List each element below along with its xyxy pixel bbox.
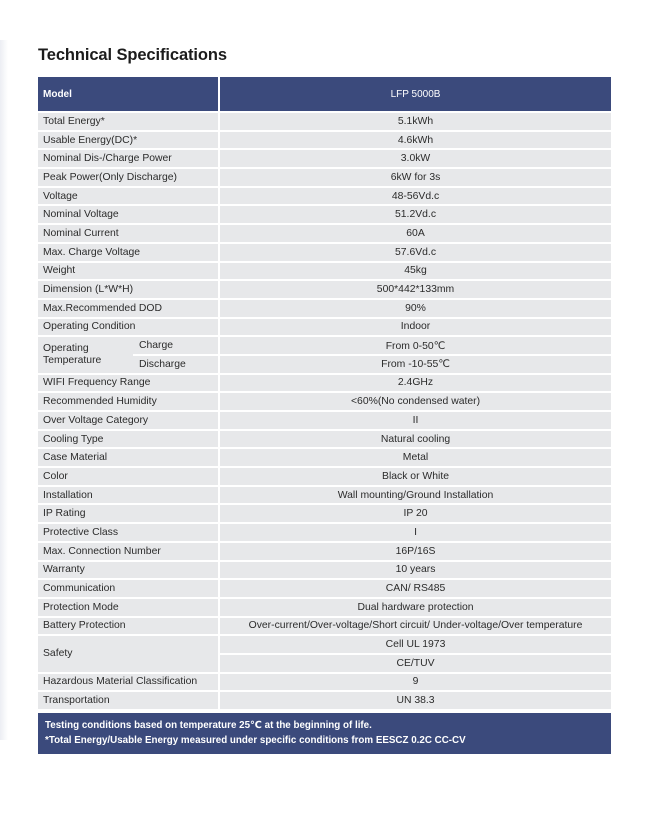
table-row bbox=[38, 149, 611, 168]
spec-value: 10 years bbox=[219, 561, 611, 580]
table-row bbox=[38, 374, 611, 393]
safety-value-1: Cell UL 1973 bbox=[219, 635, 611, 654]
spec-value: 57.6Vd.c bbox=[219, 243, 611, 262]
spec-value: 45kg bbox=[219, 262, 611, 281]
spec-label: Case Material bbox=[38, 448, 219, 467]
safety-group bbox=[38, 635, 611, 672]
footer-note bbox=[38, 713, 611, 754]
spec-label: Recommended Humidity bbox=[38, 392, 219, 411]
spec-value: 4.6kWh bbox=[219, 131, 611, 150]
spec-label: Max.Recommended DOD bbox=[38, 299, 219, 318]
table-row bbox=[38, 243, 611, 262]
spec-value: Indoor bbox=[219, 318, 611, 337]
spec-value: Over-current/Over-voltage/Short circuit/ Under-voltage/Over temperature bbox=[219, 617, 611, 636]
discharge-value: From -10-55℃ bbox=[219, 355, 611, 374]
charge-value: From 0-50℃ bbox=[219, 336, 611, 355]
spec-label: Protective Class bbox=[38, 523, 219, 542]
table-row bbox=[38, 299, 611, 318]
spec-label: Warranty bbox=[38, 561, 219, 580]
table-row bbox=[38, 542, 611, 561]
table-row bbox=[38, 617, 611, 636]
spec-value: 6kW for 3s bbox=[219, 168, 611, 187]
table-row bbox=[38, 561, 611, 580]
spec-label: Total Energy* bbox=[38, 112, 219, 131]
spec-value: Wall mounting/Ground Installation bbox=[219, 486, 611, 505]
table-row bbox=[38, 336, 611, 355]
spec-label: Peak Power(Only Discharge) bbox=[38, 168, 219, 187]
table-row bbox=[38, 467, 611, 486]
spec-value: II bbox=[219, 411, 611, 430]
page-edge-shade bbox=[0, 40, 8, 740]
spec-value: 16P/16S bbox=[219, 542, 611, 561]
spec-label: Max. Charge Voltage bbox=[38, 243, 219, 262]
spec-label: Transportation bbox=[38, 691, 219, 710]
spec-value: CAN/ RS485 bbox=[219, 579, 611, 598]
discharge-label: Discharge bbox=[133, 355, 219, 374]
table-row bbox=[38, 598, 611, 617]
spec-label: Cooling Type bbox=[38, 430, 219, 449]
header-model-label: Model bbox=[38, 77, 219, 112]
header-model-value: LFP 5000B bbox=[219, 77, 611, 112]
table-row bbox=[38, 131, 611, 150]
spec-label: Over Voltage Category bbox=[38, 411, 219, 430]
table-row bbox=[38, 523, 611, 542]
spec-rows-c bbox=[38, 673, 611, 710]
table-row bbox=[38, 168, 611, 187]
spec-label: Protection Mode bbox=[38, 598, 219, 617]
table-row bbox=[38, 224, 611, 243]
table-row bbox=[38, 262, 611, 281]
spec-rows-b bbox=[38, 374, 611, 636]
safety-value-2: CE/TUV bbox=[219, 654, 611, 673]
table-row bbox=[38, 112, 611, 131]
spec-label: Operating Condition bbox=[38, 318, 219, 337]
footer-line-2: *Total Energy/Usable Energy measured under specific conditions from EESCZ 0.2C CC-CV bbox=[45, 734, 466, 746]
spec-value: 5.1kWh bbox=[219, 112, 611, 131]
page-title: Technical Specifications bbox=[38, 46, 227, 64]
table-header-row bbox=[38, 77, 611, 112]
table-row bbox=[38, 448, 611, 467]
table-row bbox=[38, 411, 611, 430]
spec-value: I bbox=[219, 523, 611, 542]
spec-label: Max. Connection Number bbox=[38, 542, 219, 561]
spec-label: IP Rating bbox=[38, 504, 219, 523]
footer-line-1: Testing conditions based on temperature 25℃ at the beginning of life. bbox=[45, 720, 372, 731]
spec-value: 51.2Vd.c bbox=[219, 205, 611, 224]
table-row bbox=[38, 504, 611, 523]
table-row bbox=[38, 392, 611, 411]
spec-value: 90% bbox=[219, 299, 611, 318]
spec-label: Dimension (L*W*H) bbox=[38, 280, 219, 299]
spec-value: Metal bbox=[219, 448, 611, 467]
spec-label: Nominal Dis-/Charge Power bbox=[38, 149, 219, 168]
spec-label: Nominal Voltage bbox=[38, 205, 219, 224]
spec-label: Nominal Current bbox=[38, 224, 219, 243]
spec-value: UN 38.3 bbox=[219, 691, 611, 710]
safety-label: Safety bbox=[38, 635, 219, 672]
spec-value: 3.0kW bbox=[219, 149, 611, 168]
spec-label: Battery Protection bbox=[38, 617, 219, 636]
spec-value: <60%(No condensed water) bbox=[219, 392, 611, 411]
spec-value: 9 bbox=[219, 673, 611, 692]
spec-label: WIFI Frequency Range bbox=[38, 374, 219, 393]
operating-temperature-label: Operating Temperature bbox=[38, 336, 133, 373]
spec-label: Hazardous Material Classification bbox=[38, 673, 219, 692]
spec-label: Weight bbox=[38, 262, 219, 281]
spec-label: Color bbox=[38, 467, 219, 486]
spec-label: Usable Energy(DC)* bbox=[38, 131, 219, 150]
spec-value: IP 20 bbox=[219, 504, 611, 523]
spec-value: 2.4GHz bbox=[219, 374, 611, 393]
table-row bbox=[38, 280, 611, 299]
spec-value: 48-56Vd.c bbox=[219, 187, 611, 206]
table-row bbox=[38, 187, 611, 206]
spec-label: Communication bbox=[38, 579, 219, 598]
table-row bbox=[38, 205, 611, 224]
table-row bbox=[38, 579, 611, 598]
table-row bbox=[38, 691, 611, 710]
table-row bbox=[38, 635, 611, 654]
charge-label: Charge bbox=[133, 336, 219, 355]
spec-value: 500*442*133mm bbox=[219, 280, 611, 299]
table-row bbox=[38, 318, 611, 337]
table-row bbox=[38, 430, 611, 449]
spec-table bbox=[38, 77, 611, 711]
operating-temperature-group bbox=[38, 336, 611, 373]
table-row bbox=[38, 673, 611, 692]
spec-label: Installation bbox=[38, 486, 219, 505]
spec-value: Dual hardware protection bbox=[219, 598, 611, 617]
spec-value: 60A bbox=[219, 224, 611, 243]
spec-label: Voltage bbox=[38, 187, 219, 206]
table-row bbox=[38, 486, 611, 505]
spec-value: Natural cooling bbox=[219, 430, 611, 449]
spec-value: Black or White bbox=[219, 467, 611, 486]
spec-rows-a bbox=[38, 112, 611, 336]
